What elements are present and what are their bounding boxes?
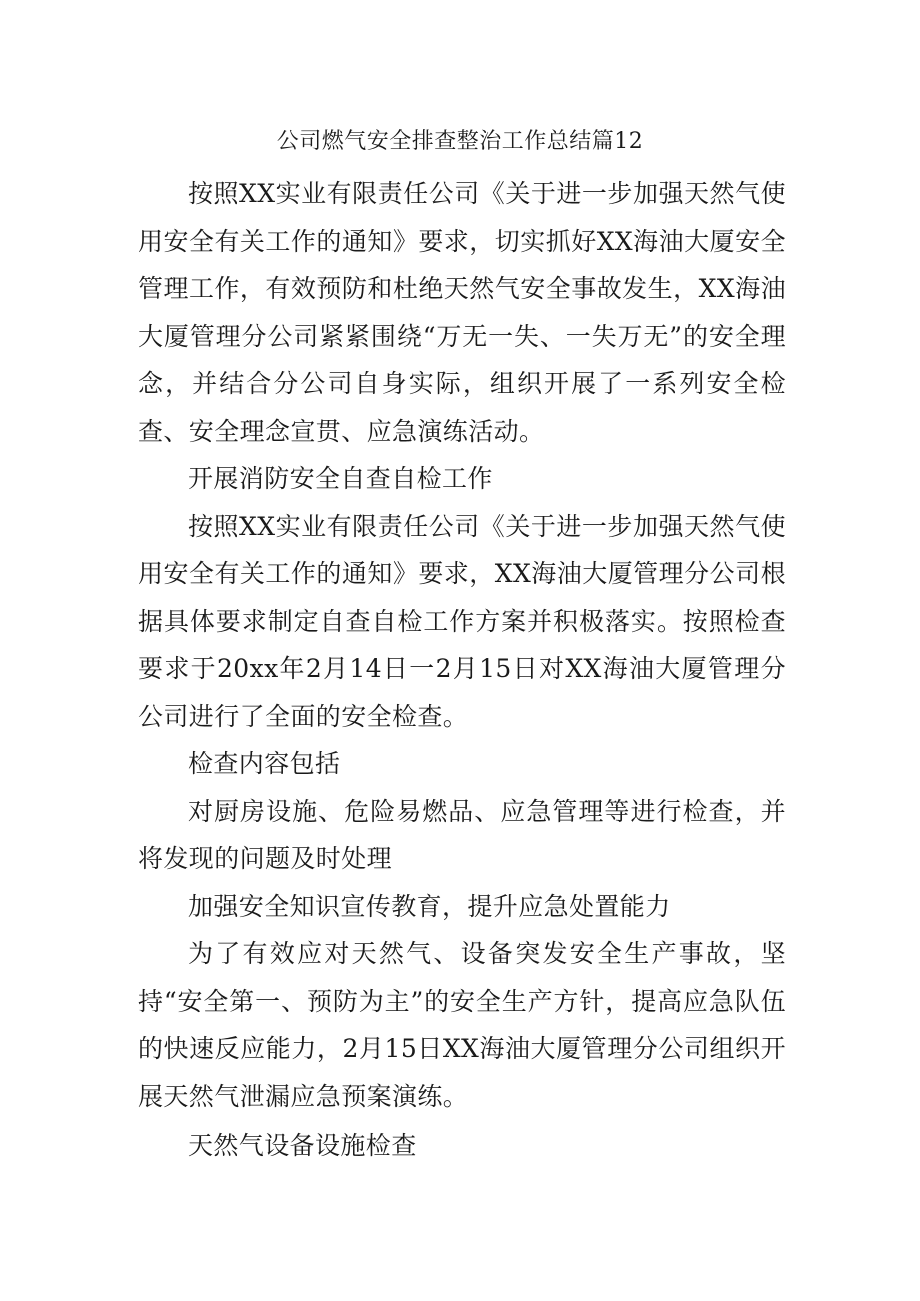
paragraph-emergency-drill: 为了有效应对天然气、设备突发安全生产事故，坚持“安全第一、预防为主”的安全生产方针，提高应急队伍的快速反应能力，2月15日XX海油大厦管理分公司组织开展天然气泄漏应急预案演练。: [138, 939, 786, 1111]
document-body: [138, 170, 786, 1170]
paragraph-intro: 按照XX实业有限责任公司《关于进一步加强天然气使用安全有关工作的通知》要求，切实抓好XX海油大厦安全管理工作，有效预防和杜绝天然气安全事故发生，XX海油大厦管理分公司紧紧围绕“万无一失、一失万无”的安全理念，并结合分公司自身实际，组织开展了一系列安全检查、安全理念宣贯、应急演练活动。: [138, 179, 786, 446]
section-heading-safety-education: 加强安全知识宣传教育，提升应急处置能力: [188, 891, 671, 921]
paragraph-inspection-content: 对厨房设施、危险易燃品、应急管理等进行检查，并将发现的问题及时处理: [138, 796, 786, 873]
section-heading-inspection-content: 检查内容包括: [188, 749, 341, 778]
section-heading-gas-equipment: 天然气设备设施检查: [188, 1131, 417, 1160]
section-heading-self-inspection: 开展消防安全自查自检工作: [188, 464, 493, 493]
paragraph-self-inspection: 按照XX实业有限责任公司《关于进一步加强天然气使用安全有关工作的通知》要求，XX海油大厦管理分公司根据具体要求制定自查自检工作方案并积极落实。按照检查要求于20xx年2月14日一2月15日对XX海油大厦管理分公司进行了全面的安全检查。: [138, 511, 786, 731]
document-title: 公司燃气安全排查整治工作总结篇12: [276, 129, 644, 154]
